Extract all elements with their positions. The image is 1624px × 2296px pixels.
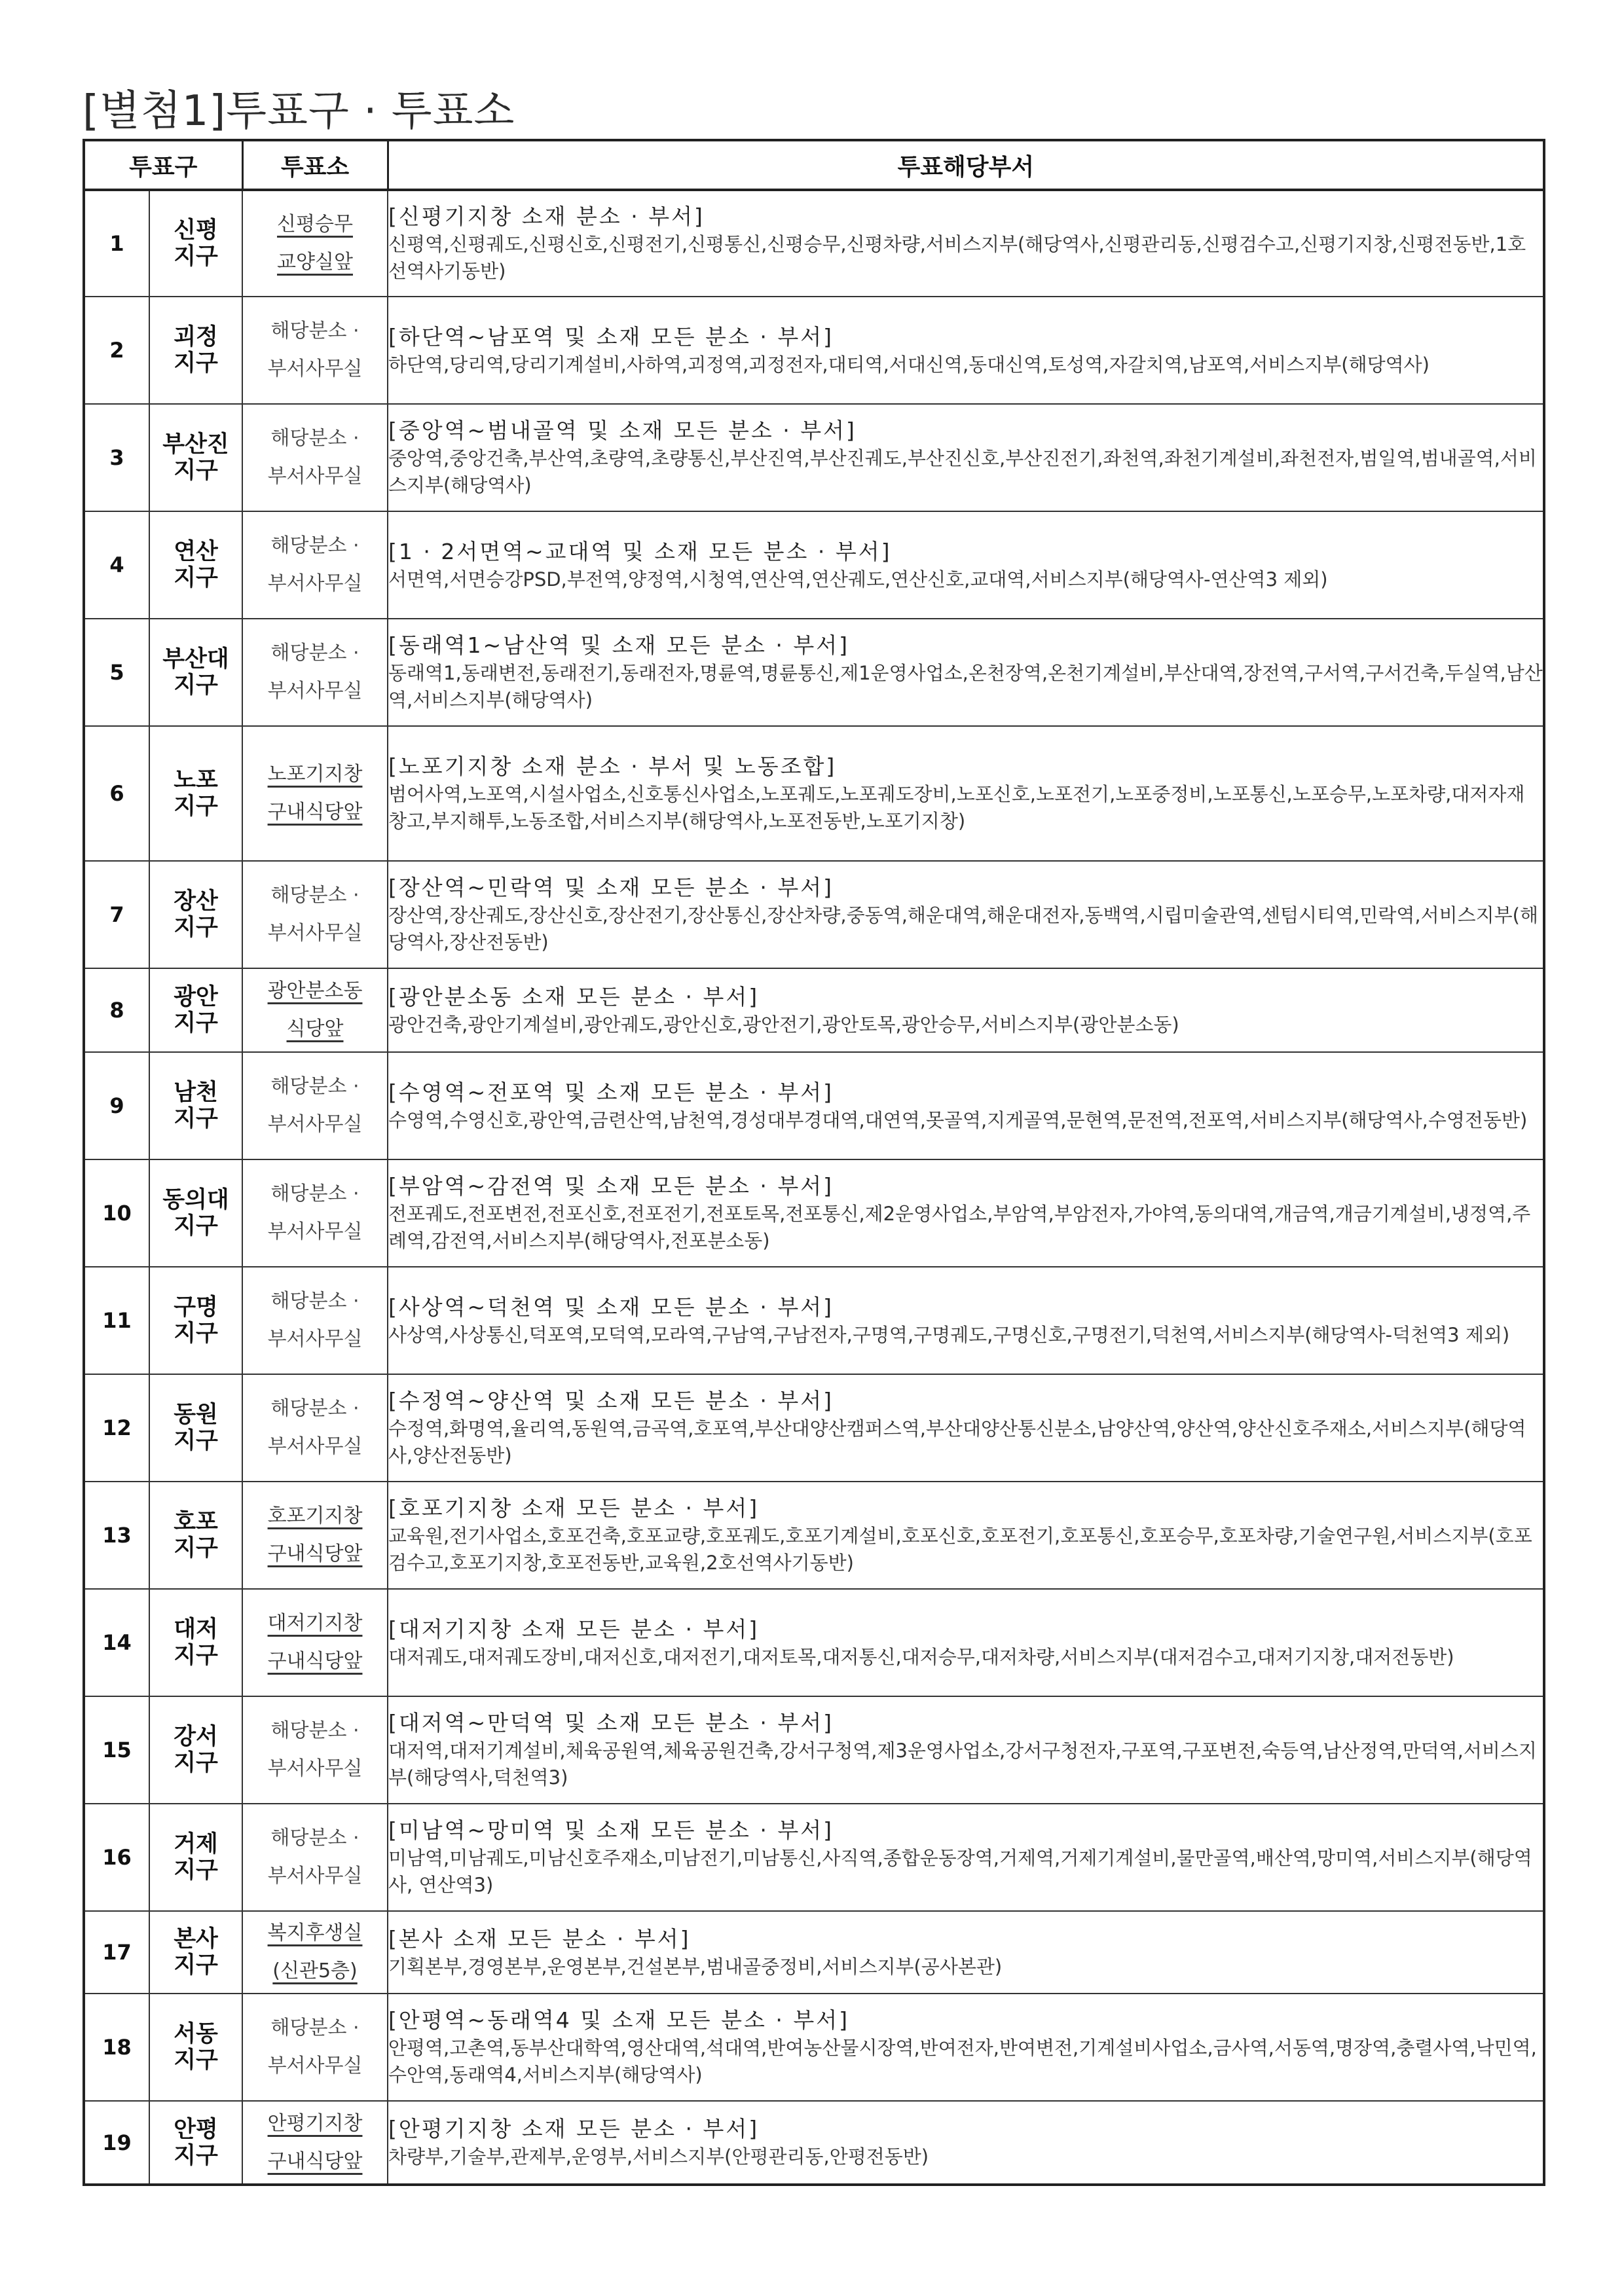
table-row: [84, 297, 1544, 404]
polling-place: [242, 1696, 388, 1804]
dept-cell: [388, 511, 1544, 619]
district-name: [149, 1696, 242, 1804]
polling-place-line: 부서사무실: [267, 465, 363, 488]
dept-list: 수영역,수영신호,광안역,금련산역,남천역,경성대부경대역,대연역,못골역,지게골역,문현역,문전역,전포역,서비스지부(해당역사,수영전동반): [388, 1108, 1528, 1131]
district-name-line: 거제: [174, 1831, 218, 1857]
polling-place: [242, 404, 388, 511]
row-number: 7: [84, 861, 149, 968]
district-name: [149, 968, 242, 1052]
dept-list: 차량부,기술부,관제부,운영부,서비스지부(안평관리동,안평전동반): [388, 2145, 929, 2168]
table-header-row: [84, 140, 1544, 190]
district-name: [149, 511, 242, 619]
dept-heading: [신평기지창 소재 분소 · 부서]: [388, 204, 705, 229]
table-row: [84, 2101, 1544, 2185]
polling-place: [242, 1589, 388, 1696]
row-number: 16: [84, 1804, 149, 1911]
polling-place-line: 부서사무실: [267, 1865, 363, 1887]
dept-heading: [대저기지창 소재 모든 분소 · 부서]: [388, 1616, 760, 1642]
polling-place-line: 안평기지창: [267, 2111, 363, 2135]
polling-place-line: 부서사무실: [267, 1220, 363, 1243]
header-dept: 투표해당부서: [388, 140, 1544, 190]
table-row: [84, 1994, 1544, 2101]
dept-heading: [장산역~민락역 및 소재 모든 분소 · 부서]: [388, 875, 834, 900]
polling-place: [242, 1159, 388, 1267]
table-row: [84, 511, 1544, 619]
polling-place: [242, 861, 388, 968]
dept-heading: [1 · 2서면역~교대역 및 소재 모든 분소 · 부서]: [388, 538, 892, 564]
polling-place: [242, 1267, 388, 1374]
dept-list: 장산역,장산궤도,장산신호,장산전기,장산통신,장산차량,중동역,해운대역,해운대전자,동백역,시립미술관역,센텀시티역,민락역,서비스지부(해당역사,장산전동반): [388, 904, 1538, 953]
dept-cell: [388, 1482, 1544, 1589]
polling-place-line: 부서사무실: [267, 2054, 363, 2077]
district-name: [149, 1804, 242, 1911]
dept-heading: [대저역~만덕역 및 소재 모든 분소 · 부서]: [388, 1710, 834, 1736]
polling-place: [242, 1994, 388, 2101]
dept-list: 안평역,고촌역,동부산대학역,영산대역,석대역,반여농산물시장역,반여전자,반여변전,기계설비사업소,금사역,서동역,명장역,충렬사역,낙민역,수안역,동래역4,서비스지부(해당역사): [388, 2037, 1537, 2086]
dept-list: 중앙역,중앙건축,부산역,초량역,초량통신,부산진역,부산진궤도,부산진신호,부산진전기,좌천역,좌천기계설비,좌천전자,범일역,범내골역,서비스지부(해당역사): [388, 447, 1537, 496]
dept-list: 대저역,대저기계설비,체육공원역,체육공원건축,강서구청역,제3운영사업소,강서구청전자,구포역,구포변전,숙등역,남산정역,만덕역,서비스지부(해당역사,덕천역3): [388, 1740, 1537, 1789]
table-row: [84, 1374, 1544, 1482]
row-number: 15: [84, 1696, 149, 1804]
dept-list: 기획본부,경영본부,운영본부,건설본부,범내골중정비,서비스지부(공사본관): [388, 1955, 1003, 1978]
dept-cell: [388, 861, 1544, 968]
district-name-line: 남천: [174, 1080, 218, 1106]
district-name-line: 서동: [174, 2021, 218, 2047]
page-title: [별첨1]투표구 · 투표소: [83, 87, 515, 136]
polling-place-line: 교양실앞: [277, 251, 353, 274]
dept-cell: [388, 297, 1544, 404]
district-name-line: 부산대: [162, 646, 229, 672]
polling-place-line: 구내식당앞: [267, 801, 363, 824]
district-name: [149, 726, 242, 861]
dept-cell: [388, 619, 1544, 726]
polling-place-line: 구내식당앞: [267, 1542, 363, 1565]
table-body: [84, 190, 1544, 2185]
polling-place-line: 해당분소 ·: [270, 1182, 360, 1205]
polling-place: [242, 1482, 388, 1589]
row-number: 12: [84, 1374, 149, 1482]
row-number: 6: [84, 726, 149, 861]
district-name-line: 지구: [174, 2142, 218, 2169]
table-row: [84, 619, 1544, 726]
polling-place-line: 부서사무실: [267, 1328, 363, 1351]
district-name: [149, 1994, 242, 2101]
dept-heading: [사상역~덕천역 및 소재 모든 분소 · 부서]: [388, 1294, 834, 1320]
row-number: 3: [84, 404, 149, 511]
district-name-line: 괴정: [174, 324, 218, 350]
polling-place-line: 부서사무실: [267, 1113, 363, 1136]
polling-place-line: (신관5층): [272, 1959, 358, 1982]
table-row: [84, 1804, 1544, 1911]
polling-place-line: 대저기지창: [267, 1612, 363, 1635]
polling-place-line: 부서사무실: [267, 1435, 363, 1458]
table-row: [84, 190, 1544, 297]
polling-place-line: 해당분소 ·: [270, 1397, 360, 1420]
dept-heading: [미남역~망미역 및 소재 모든 분소 · 부서]: [388, 1817, 834, 1843]
dept-cell: [388, 190, 1544, 297]
district-name-line: 지구: [174, 672, 218, 699]
district-name-line: 광안: [174, 984, 218, 1010]
dept-cell: [388, 1159, 1544, 1267]
district-name: [149, 1374, 242, 1482]
district-name-line: 지구: [174, 915, 218, 941]
dept-list: 대저궤도,대저궤도장비,대저신호,대저전기,대저토목,대저통신,대저승무,대저차량,서비스지부(대저검수고,대저기지창,대저전동반): [388, 1645, 1454, 1668]
dept-heading: [노포기지창 소재 분소 · 부서 및 노동조합]: [388, 754, 837, 779]
polling-place: [242, 726, 388, 861]
district-name: [149, 297, 242, 404]
polling-place: [242, 1911, 388, 1994]
dept-cell: [388, 1267, 1544, 1374]
district-name-line: 호포: [174, 1509, 218, 1535]
dept-cell: [388, 1052, 1544, 1159]
row-number: 8: [84, 968, 149, 1052]
polling-place-line: 부서사무실: [267, 680, 363, 702]
dept-cell: [388, 1696, 1544, 1804]
polling-place-line: 해당분소 ·: [270, 1290, 360, 1313]
district-name: [149, 1482, 242, 1589]
district-name-line: 동의대: [162, 1187, 229, 1213]
polling-place: [242, 1374, 388, 1482]
table-row: [84, 1696, 1544, 1804]
row-number: 13: [84, 1482, 149, 1589]
dept-cell: [388, 968, 1544, 1052]
district-name-line: 지구: [174, 1952, 218, 1978]
table-row: [84, 726, 1544, 861]
row-number: 19: [84, 2101, 149, 2185]
polling-place-line: 해당분소 ·: [270, 427, 360, 450]
district-name: [149, 1911, 242, 1994]
dept-cell: [388, 1374, 1544, 1482]
district-name: [149, 1052, 242, 1159]
polling-place-line: 해당분소 ·: [270, 1075, 360, 1098]
table-row: [84, 1052, 1544, 1159]
district-name: [149, 404, 242, 511]
polling-place-line: 부서사무실: [267, 1757, 363, 1780]
table-row: [84, 404, 1544, 511]
row-number: 17: [84, 1911, 149, 1994]
row-number: 5: [84, 619, 149, 726]
district-name: [149, 2101, 242, 2185]
polling-place: [242, 619, 388, 726]
dept-heading: [하단역~남포역 및 소재 모든 분소 · 부서]: [388, 323, 834, 350]
dept-heading: [수정역~양산역 및 소재 모든 분소 · 부서]: [388, 1388, 834, 1413]
row-number: 10: [84, 1159, 149, 1267]
district-name-line: 지구: [174, 244, 218, 270]
polling-place-line: 복지후생실: [267, 1922, 363, 1944]
dept-cell: [388, 1911, 1544, 1994]
district-name-line: 신평: [174, 217, 218, 244]
polling-place-line: 호포기지창: [267, 1504, 363, 1527]
district-name-line: 지구: [174, 1321, 218, 1347]
polling-place: [242, 297, 388, 404]
district-name: [149, 1267, 242, 1374]
district-name-line: 노포: [174, 767, 218, 793]
table-row: [84, 968, 1544, 1052]
dept-list: 전포궤도,전포변전,전포신호,전포전기,전포토목,전포통신,제2운영사업소,부암역,부암전자,가야역,동의대역,개금역,개금기계설비,냉정역,주례역,감전역,서비스지부(해당역사,전포분소동): [388, 1203, 1531, 1252]
polling-place-line: 식당앞: [286, 1017, 344, 1040]
district-name-line: 동원: [174, 1402, 218, 1428]
polling-place-line: 광안분소동: [267, 979, 363, 1002]
district-name-line: 부산진: [162, 431, 229, 458]
district-name-line: 지구: [174, 1857, 218, 1884]
district-name-line: 장산: [174, 888, 218, 915]
dept-heading: [호포기지창 소재 모든 분소 · 부서]: [388, 1495, 760, 1521]
district-name-line: 지구: [174, 1428, 218, 1454]
district-name-line: 지구: [174, 1106, 218, 1132]
dept-heading: [안평기지창 소재 모든 분소 · 부서]: [388, 2116, 760, 2141]
table-row: [84, 1589, 1544, 1696]
dept-heading: [수영역~전포역 및 소재 모든 분소 · 부서]: [388, 1079, 834, 1105]
polling-place-line: 구내식당앞: [267, 2149, 363, 2173]
district-name-line: 연산: [174, 539, 218, 565]
dept-heading: [부암역~감전역 및 소재 모든 분소 · 부서]: [388, 1173, 834, 1199]
dept-cell: [388, 726, 1544, 861]
district-name-line: 구명: [174, 1294, 218, 1321]
district-name-line: 지구: [174, 2047, 218, 2073]
row-number: 9: [84, 1052, 149, 1159]
district-name-line: 지구: [174, 350, 218, 376]
row-number: 11: [84, 1267, 149, 1374]
row-number: 4: [84, 511, 149, 619]
row-number: 2: [84, 297, 149, 404]
district-name: [149, 619, 242, 726]
district-name-line: 지구: [174, 1213, 218, 1239]
polling-place: [242, 1804, 388, 1911]
dept-list: 동래역1,동래변전,동래전기,동래전자,명륜역,명륜통신,제1운영사업소,온천장역,온천기계설비,부산대역,장전역,구서역,구서건축,두실역,남산역,서비스지부(해당역사): [388, 662, 1543, 711]
polling-place-line: 구내식당앞: [267, 1650, 363, 1673]
polling-place-line: 노포기지창: [267, 763, 363, 786]
polling-place-line: 해당분소 ·: [270, 534, 360, 557]
district-name-line: 강서: [174, 1724, 218, 1750]
dept-heading: [안평역~동래역4 및 소재 모든 분소 · 부서]: [388, 2007, 850, 2033]
polling-place-line: 해당분소 ·: [270, 884, 360, 907]
row-number: 14: [84, 1589, 149, 1696]
district-name-line: 지구: [174, 1750, 218, 1776]
dept-list: 하단역,당리역,당리기계설비,사하역,괴정역,괴정전자,대티역,서대신역,동대신역,토성역,자갈치역,남포역,서비스지부(해당역사): [388, 353, 1430, 376]
dept-list: 교육원,전기사업소,호포건축,호포교량,호포궤도,호포기계설비,호포신호,호포전기,호포통신,호포승무,호포차량,기술연구원,서비스지부(호포검수고,호포기지창,호포전동반,교육원,2호선역사기동반): [388, 1525, 1532, 1574]
table-row: [84, 1267, 1544, 1374]
dept-list: 수정역,화명역,율리역,동원역,금곡역,호포역,부산대양산캠퍼스역,부산대양산통신분소,남양산역,양산역,양산신호주재소,서비스지부(해당역사,양산전동반): [388, 1417, 1526, 1467]
polling-place-line: 부서사무실: [267, 572, 363, 595]
header-place: 투표소: [242, 140, 388, 190]
district-name-line: 지구: [174, 1643, 218, 1669]
dept-heading: [본사 소재 모든 분소 · 부서]: [388, 1925, 691, 1952]
row-number: 18: [84, 1994, 149, 2101]
district-name-line: 지구: [174, 793, 218, 820]
dept-list: 광안건축,광안기계설비,광안궤도,광안신호,광안전기,광안토목,광안승무,서비스지부(광안분소동): [388, 1013, 1179, 1036]
dept-heading: [동래역1~남산역 및 소재 모든 분소 · 부서]: [388, 632, 850, 658]
polling-place: [242, 511, 388, 619]
polling-place-line: 신평승무: [277, 213, 353, 236]
polling-place-line: 해당분소 ·: [270, 1719, 360, 1742]
district-name-line: 지구: [174, 565, 218, 591]
dept-list: 미남역,미남궤도,미남신호주재소,미남전기,미남통신,사직역,종합운동장역,거제역,거제기계설비,물만골역,배산역,망미역,서비스지부(해당역사, 연산역3): [388, 1847, 1532, 1896]
polling-place-line: 해당분소 ·: [270, 1827, 360, 1850]
table-row: [84, 861, 1544, 968]
dept-cell: [388, 1994, 1544, 2101]
polling-place: [242, 2101, 388, 2185]
dept-cell: [388, 1589, 1544, 1696]
district-name: [149, 1159, 242, 1267]
dept-heading: [광안분소동 소재 모든 분소 · 부서]: [388, 983, 760, 1010]
dept-cell: [388, 1804, 1544, 1911]
polling-place-line: 해당분소 ·: [270, 319, 360, 342]
district-name-line: 지구: [174, 1010, 218, 1036]
row-number: 1: [84, 190, 149, 297]
voting-table: [83, 139, 1545, 2186]
dept-list: 범어사역,노포역,시설사업소,신호통신사업소,노포궤도,노포궤도장비,노포신호,노포전기,노포중정비,노포통신,노포승무,노포차량,대저자재창고,부지해투,노동조합,서비스지부(해당역사,노포전동반,노포기지창): [388, 783, 1525, 832]
dept-list: 서면역,서면승강PSD,부전역,양정역,시청역,연산역,연산궤도,연산신호,교대역,서비스지부(해당역사-연산역3 제외): [388, 568, 1328, 591]
district-name: [149, 190, 242, 297]
table-row: [84, 1482, 1544, 1589]
district-name-line: 안평: [174, 2116, 218, 2143]
polling-place: [242, 190, 388, 297]
district-name-line: 본사: [174, 1926, 218, 1952]
polling-place: [242, 968, 388, 1052]
header-district: 투표구: [84, 140, 242, 190]
district-name-line: 지구: [174, 458, 218, 484]
polling-place-line: 부서사무실: [267, 357, 363, 380]
polling-place-line: 해당분소 ·: [270, 642, 360, 665]
district-name-line: 지구: [174, 1535, 218, 1561]
dept-cell: [388, 404, 1544, 511]
dept-list: 사상역,사상통신,덕포역,모덕역,모라역,구남역,구남전자,구명역,구명궤도,구명신호,구명전기,덕천역,서비스지부(해당역사-덕천역3 제외): [388, 1323, 1510, 1346]
polling-place-line: 해당분소 ·: [270, 2016, 360, 2039]
table-row: [84, 1911, 1544, 1994]
polling-place: [242, 1052, 388, 1159]
district-name-line: 대저: [174, 1616, 218, 1643]
dept-heading: [중앙역~범내골역 및 소재 모든 분소 · 부서]: [388, 418, 857, 443]
district-name: [149, 861, 242, 968]
polling-place-line: 부서사무실: [267, 922, 363, 945]
dept-list: 신평역,신평궤도,신평신호,신평전기,신평통신,신평승무,신평차량,서비스지부(해당역사,신평관리동,신평검수고,신평기지창,신평전동반,1호선역사기동반): [388, 233, 1526, 282]
district-name: [149, 1589, 242, 1696]
dept-cell: [388, 2101, 1544, 2185]
table-row: [84, 1159, 1544, 1267]
